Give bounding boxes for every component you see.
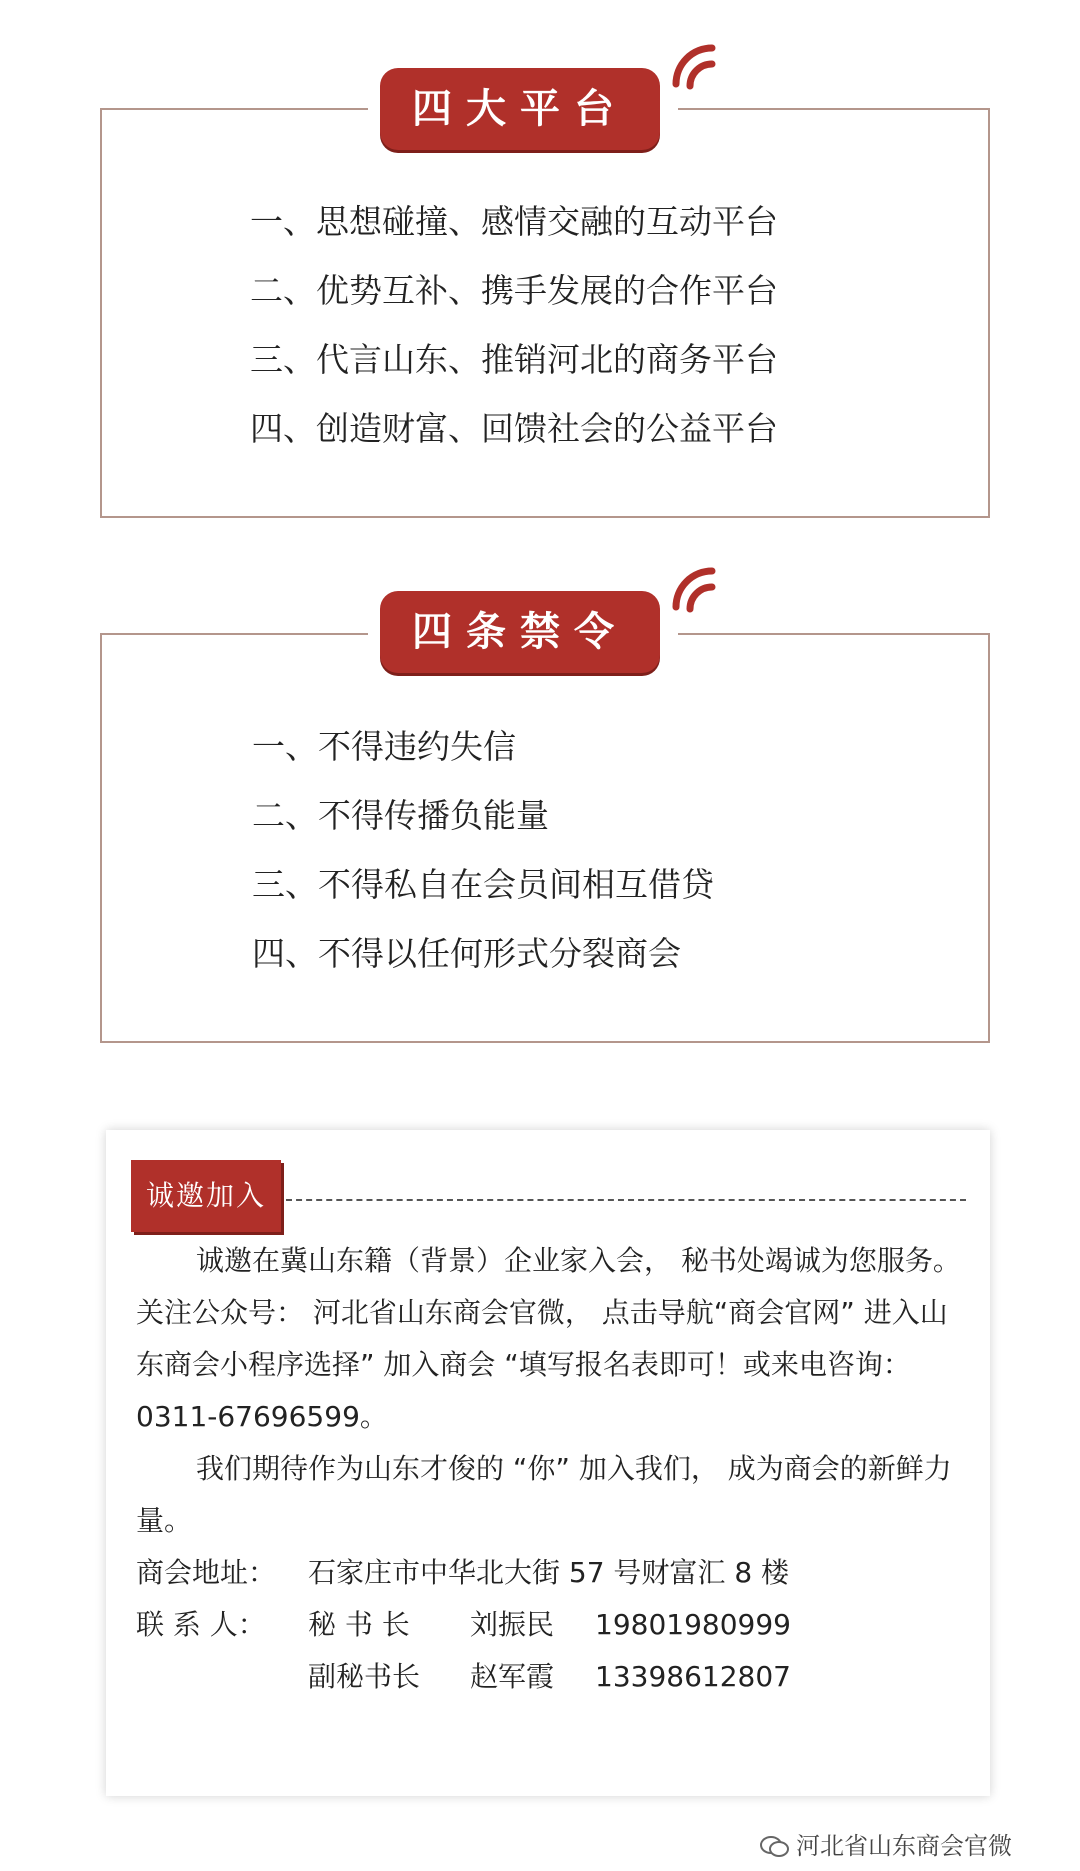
contact-label: 联 系 人： bbox=[136, 1608, 266, 1641]
watermark bbox=[760, 1826, 1012, 1866]
prohibitions-list bbox=[252, 723, 714, 999]
contact-phone: 13398612807 bbox=[595, 1660, 791, 1693]
prohibition-item: 一、不得违约失信 bbox=[252, 727, 516, 766]
invite-tag: 诚邀加入 bbox=[131, 1160, 281, 1232]
contact-row bbox=[136, 1599, 966, 1651]
platform-item: 一、思想碰撞、感情交融的互动平台 bbox=[250, 202, 778, 241]
address-row bbox=[136, 1547, 966, 1599]
prohibition-item: 三、不得私自在会员间相互借贷 bbox=[252, 865, 714, 904]
invite-card bbox=[106, 1130, 990, 1796]
watermark-text: 河北省山东商会官微 bbox=[796, 1832, 1012, 1860]
platform-item: 三、代言山东、推销河北的商务平台 bbox=[250, 340, 778, 379]
invite-paragraph: 我们期待作为山东才俊的 “你” 加入我们， 成为商会的新鲜力量。 bbox=[136, 1452, 952, 1537]
invite-body bbox=[136, 1235, 966, 1703]
platforms-badge-wrap bbox=[368, 62, 678, 157]
address-value: 石家庄市中华北大街 57 号财富汇 8 楼 bbox=[308, 1556, 790, 1589]
prohibition-item: 四、不得以任何形式分裂商会 bbox=[252, 934, 681, 973]
platform-item: 四、创造财富、回馈社会的公益平台 bbox=[250, 409, 778, 448]
contact-row bbox=[136, 1651, 966, 1703]
invite-paragraph: 诚邀在冀山东籍（背景）企业家入会， 秘书处竭诚为您服务。关注公众号： 河北省山东商会官微， 点击导航“商会官网” 进入山东商会小程序选择” 加入商会 “填写报名表即可！或来电咨询： 0311-67696599。 bbox=[136, 1244, 961, 1433]
signal-icon bbox=[660, 553, 720, 613]
contact-name: 刘振民 bbox=[470, 1608, 555, 1641]
divider bbox=[286, 1199, 966, 1201]
platforms-list bbox=[250, 198, 778, 474]
platform-item: 二、优势互补、携手发展的合作平台 bbox=[250, 271, 778, 310]
contact-phone: 19801980999 bbox=[595, 1608, 791, 1641]
signal-icon bbox=[660, 30, 720, 90]
contact-name: 赵军霞 bbox=[470, 1660, 555, 1693]
contact-role: 副秘书长 bbox=[308, 1660, 421, 1693]
wechat-icon bbox=[760, 1835, 790, 1859]
contact-role: 秘 书 长 bbox=[308, 1608, 410, 1641]
prohibition-item: 二、不得传播负能量 bbox=[252, 796, 549, 835]
prohibitions-badge-wrap bbox=[368, 585, 678, 680]
prohibitions-title: 四条禁令 bbox=[380, 591, 660, 673]
platforms-title: 四大平台 bbox=[380, 68, 660, 150]
address-label: 商会地址： bbox=[136, 1556, 277, 1589]
